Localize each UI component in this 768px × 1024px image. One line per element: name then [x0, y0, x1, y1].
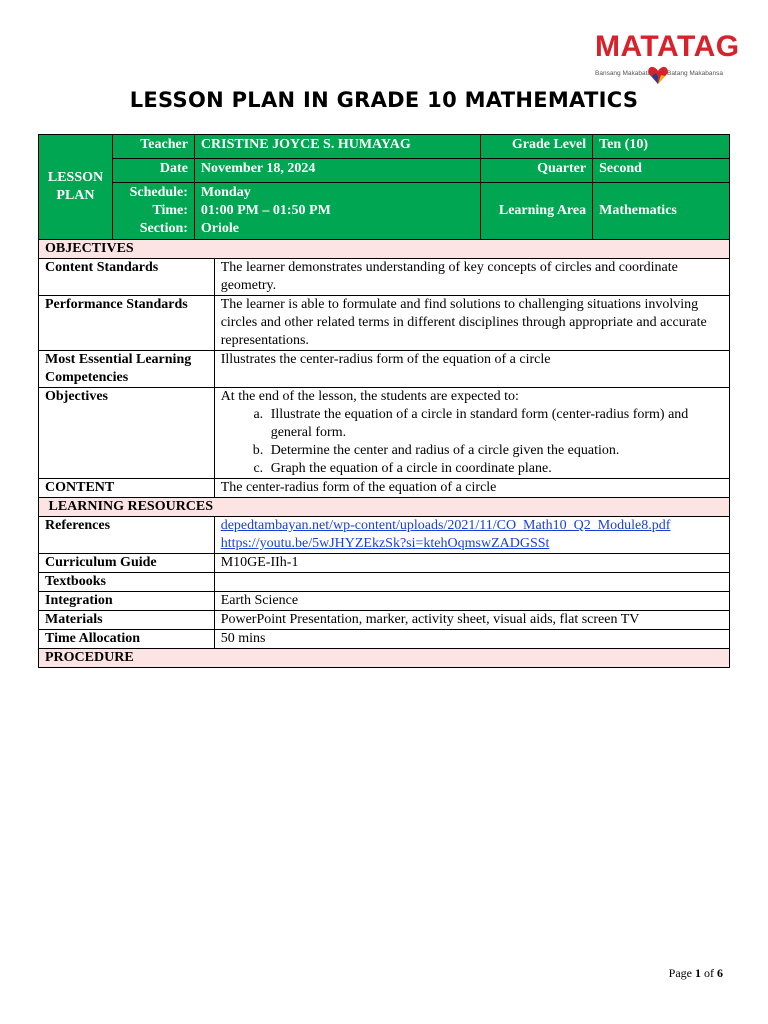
page-number — [669, 966, 723, 981]
learning-area-label: Learning Area — [481, 183, 593, 240]
teacher-label: Teacher — [112, 135, 194, 159]
schedule-value: Monday — [200, 185, 251, 200]
logo-wordmark: MATATAG — [595, 30, 740, 63]
document-title: LESSON PLAN IN GRADE 10 MATHEMATICS — [129, 88, 639, 112]
objectives-list — [221, 406, 723, 478]
learning-resources-heading — [39, 498, 730, 517]
schedule-values — [194, 183, 480, 240]
content-label: CONTENT — [39, 479, 215, 498]
content-value: The center-radius form of the equation of a circle — [214, 479, 729, 498]
section-label: Section: — [139, 221, 188, 236]
lesson-plan-table — [38, 239, 730, 668]
melc-value: Illustrates the center-radius form of the equation of a circle — [214, 351, 729, 388]
lesson-header-table — [38, 134, 730, 240]
page-word: Page — [668, 966, 692, 980]
curriculum-guide-label: Curriculum Guide — [39, 554, 215, 573]
reference-link-youtube[interactable]: https://youtu.be/5wJHYZEkzSk?si=ktehOqmswZADGSSt — [220, 536, 550, 551]
page-current: 1 — [695, 966, 701, 980]
schedule-label: Schedule: — [129, 185, 188, 200]
objective-item-a: a. Illustrate the equation of a circle in standard form (center-radius form) and general form. — [267, 406, 723, 442]
grade-level-label: Grade Level — [481, 135, 593, 159]
date-label: Date — [112, 159, 194, 183]
section-value: Oriole — [200, 221, 240, 236]
integration-label: Integration — [39, 592, 215, 611]
content-standards-label: Content Standards — [39, 259, 215, 296]
quarter-value: Second — [593, 159, 730, 183]
learning-resources-heading-text: LEARNING RESOURCES — [48, 499, 214, 514]
objective-item-c: c. Graph the equation of a circle in coordinate plane. — [267, 460, 723, 478]
schedule-labels — [112, 183, 194, 240]
time-label: Time: — [152, 203, 188, 218]
logo-tagline-left: Bansang Makabata — [595, 70, 652, 77]
performance-standards-value: The learner is able to formulate and find solutions to challenging situations involving circles and other related terms in different disciplines through appropriate and accurate representations. — [214, 296, 729, 351]
materials-label: Materials — [39, 611, 215, 630]
materials-value: PowerPoint Presentation, marker, activity sheet, visual aids, flat screen TV — [214, 611, 729, 630]
time-allocation-value: 50 mins — [214, 630, 729, 649]
page-total: 6 — [717, 966, 723, 980]
objectives-intro: At the end of the lesson, the students are expected to: — [220, 389, 519, 404]
integration-value: Earth Science — [214, 592, 729, 611]
textbooks-label: Textbooks — [39, 573, 215, 592]
references-label: References — [39, 517, 215, 554]
textbooks-value — [214, 573, 729, 592]
melc-label: Most Essential Learning Competencies — [39, 351, 215, 388]
procedure-heading: PROCEDURE — [39, 649, 730, 668]
time-value: 01:00 PM – 01:50 PM — [200, 203, 331, 218]
objective-item-b: b. Determine the center and radius of a circle given the equation. — [267, 442, 723, 460]
grade-level-value: Ten (10) — [593, 135, 730, 159]
learning-area-value: Mathematics — [593, 183, 730, 240]
objectives-value — [214, 388, 729, 479]
reference-link-module[interactable]: depedtambayan.net/wp-content/uploads/2021/11/CO_Math10_Q2_Module8.pdf — [220, 518, 671, 533]
time-allocation-label: Time Allocation — [39, 630, 215, 649]
performance-standards-label: Performance Standards — [39, 296, 215, 351]
teacher-value: CRISTINE JOYCE S. HUMAYAG — [194, 135, 480, 159]
date-value: November 18, 2024 — [194, 159, 480, 183]
objectives-label: Objectives — [39, 388, 215, 479]
references-value — [214, 517, 729, 554]
matatag-logo — [595, 30, 740, 84]
content-standards-value: The learner demonstrates understanding of key concepts of circles and coordinate geometry. — [214, 259, 729, 296]
objectives-heading: OBJECTIVES — [39, 240, 730, 259]
of-word: of — [704, 966, 714, 980]
logo-tagline-right: Batang Makabansa — [666, 70, 723, 77]
curriculum-guide-value: M10GE-IIh-1 — [214, 554, 729, 573]
lesson-plan-label: LESSON PLAN — [39, 135, 113, 240]
quarter-label: Quarter — [481, 159, 593, 183]
